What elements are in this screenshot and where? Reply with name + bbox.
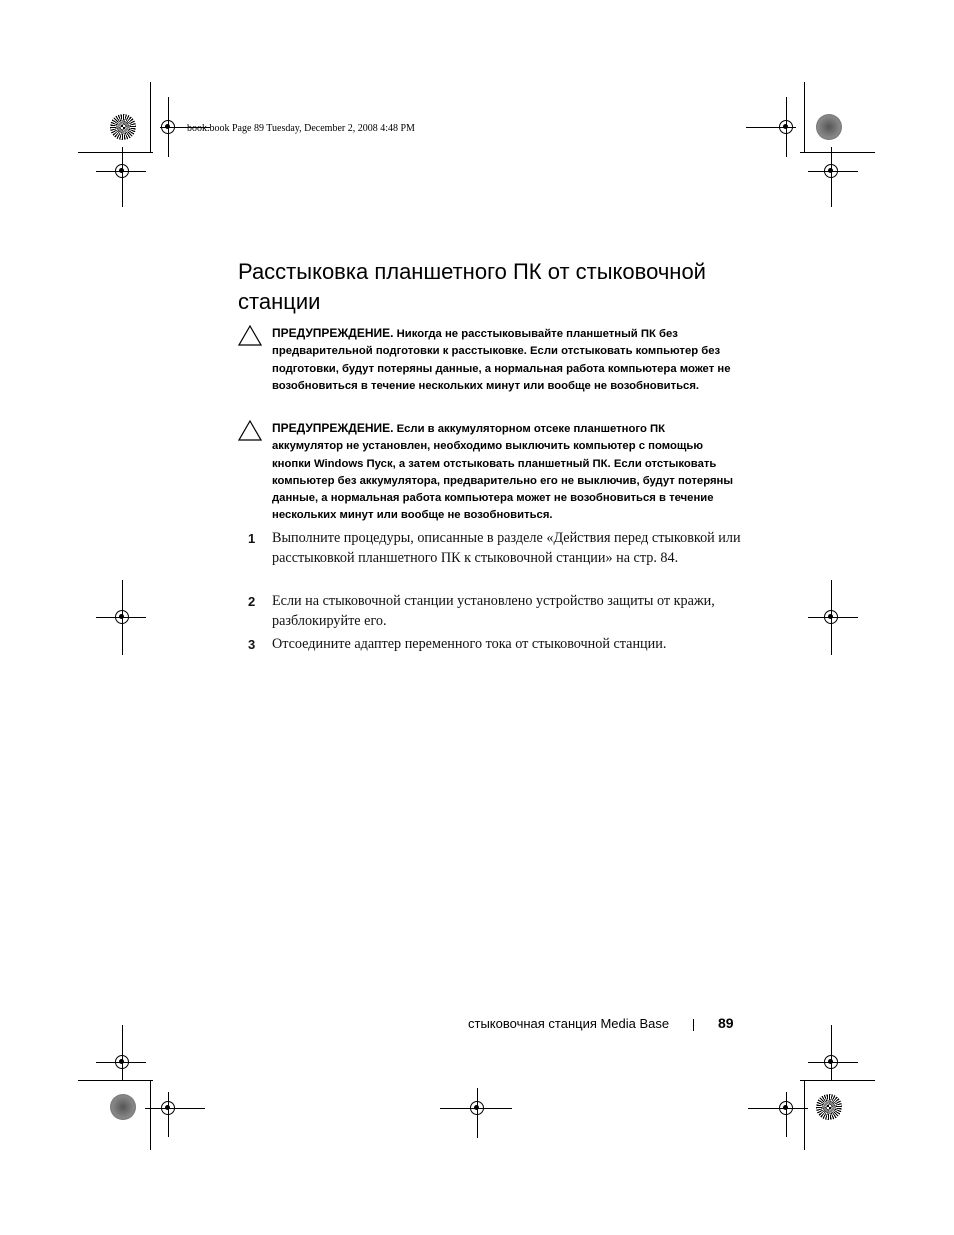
warning-triangle-icon (238, 420, 262, 441)
print-header-info: book.book Page 89 Tuesday, December 2, 2008 4:48 PM (187, 123, 415, 134)
warning-block (238, 420, 738, 525)
registration-target-bottom-left-2 (161, 1101, 175, 1115)
step-number: 1 (248, 531, 256, 546)
registration-target-bottom-left-1 (115, 1055, 129, 1069)
page-number: 89 (718, 1015, 734, 1031)
registration-target-mid-left (115, 610, 129, 624)
list-item (248, 529, 748, 589)
step-number: 2 (248, 594, 256, 609)
registration-star-bottom-right (816, 1094, 842, 1120)
footer-divider (693, 1019, 694, 1031)
registration-target-bottom-right-1 (824, 1055, 838, 1069)
step-text: Отсоедините адаптер переменного тока от стыковочной станции. (272, 636, 667, 652)
list-item (248, 592, 748, 632)
warning-body: Никогда не расстыковывайте планшетный ПК без предварительной подготовки к расстыковке. Если отстыковать компьютер без подготовки, будут потеряны данные, а нормальная работа компьютера может не возобновиться в течение нескольких минут или вообще не возобновиться. (272, 328, 731, 392)
warning-block (238, 325, 738, 415)
registration-dot-top-right (816, 114, 842, 140)
warning-text (272, 420, 738, 525)
warning-triangle-icon (238, 325, 262, 346)
registration-target-bottom-center (470, 1101, 484, 1115)
warning-lead: ПРЕДУПРЕЖДЕНИЕ. (272, 421, 394, 435)
registration-star-top-left (110, 114, 136, 140)
section-title: Расстыковка планшетного ПК от стыковочной станции (238, 259, 706, 314)
registration-target-top-right-2 (824, 164, 838, 178)
registration-target-bottom-right-2 (779, 1101, 793, 1115)
registration-target-top-left-1 (161, 120, 175, 134)
step-number: 3 (248, 637, 256, 652)
warning-lead: ПРЕДУПРЕЖДЕНИЕ. (272, 326, 394, 340)
step-text: Если на стыковочной станции установлено устройство защиты от кражи, разблокируйте его. (272, 593, 715, 629)
warning-text (272, 325, 738, 395)
registration-target-mid-right (824, 610, 838, 624)
registration-target-top-right-1 (779, 120, 793, 134)
registration-dot-bottom-left (110, 1094, 136, 1120)
list-item (248, 635, 748, 655)
warning-body: Если в аккумуляторном отсеке планшетного ПК аккумулятор не установлен, необходимо выключить компьютер с помощью кнопки Windows Пуск, а затем отстыковать планшетный ПК. Если отстыковать компьютер без аккумулятора, предварительно его не выключив, будут потеряны данные, а нормальная работа компьютера может не возобновиться в течение нескольких минут или вообще не возобновиться. (272, 423, 734, 522)
step-text: Выполните процедуры, описанные в разделе «Действия перед стыковкой или расстыковкой планшетного ПК к стыковочной станции» на стр. 84. (272, 530, 741, 566)
footer-chapter: стыковочная станция Media Base (468, 1016, 670, 1031)
registration-target-top-left-2 (115, 164, 129, 178)
